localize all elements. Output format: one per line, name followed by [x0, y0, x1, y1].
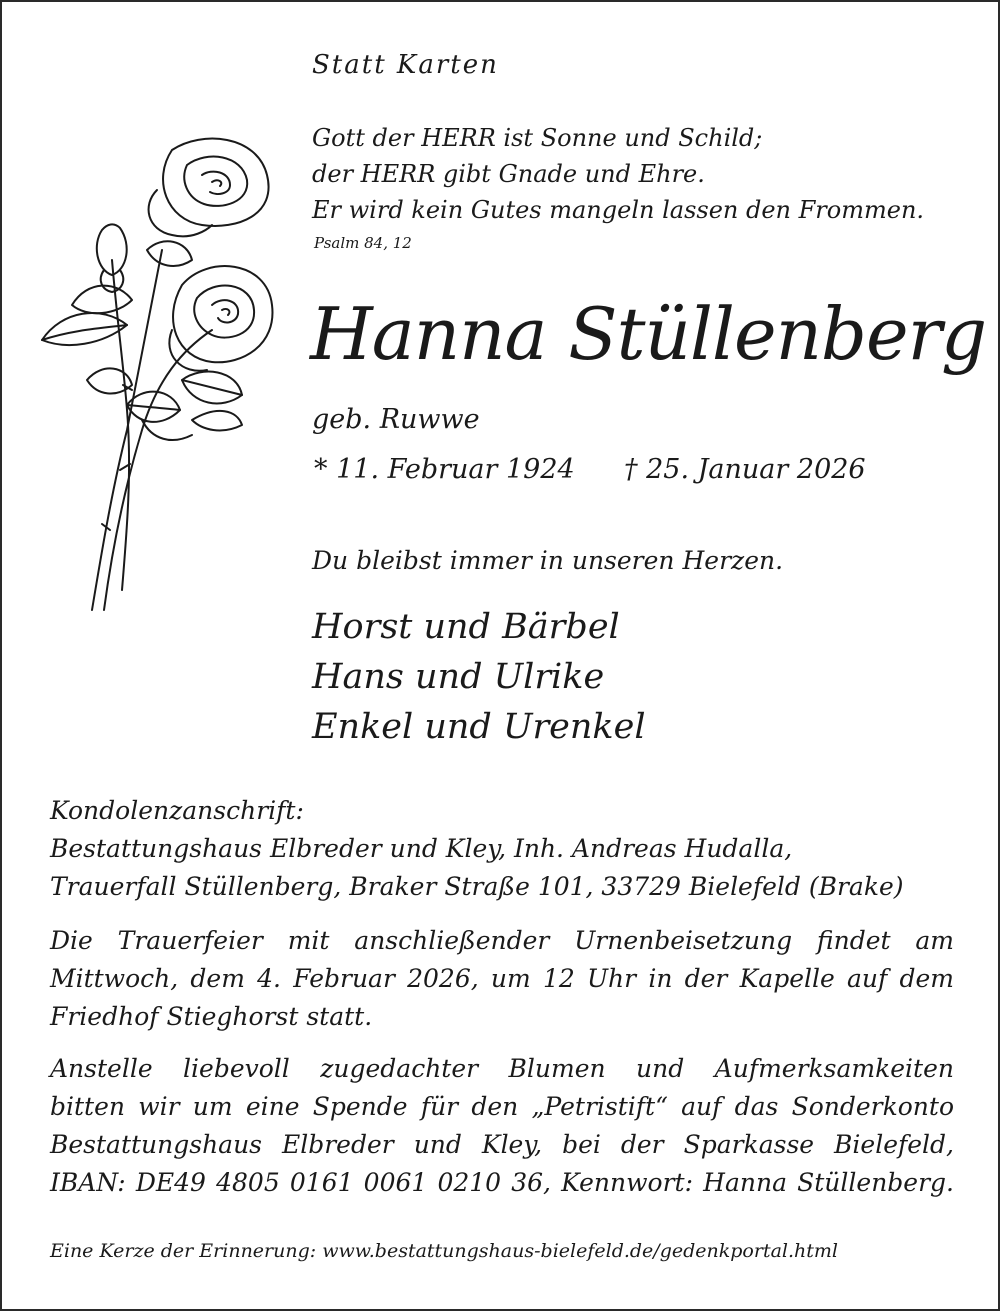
- memorial-candle-link[interactable]: Eine Kerze der Erinnerung: www.bestattungshaus-bielefeld.de/gedenkportal.html: [50, 1240, 838, 1262]
- family-line: Horst und Bärbel: [312, 607, 620, 647]
- donation-line: bitten wir um eine Spende für den „Petristift“ auf das Sonderkonto: [50, 1092, 954, 1121]
- donation-info: [50, 1050, 954, 1202]
- verse-line: Gott der HERR ist Sonne und Schild;: [312, 124, 763, 152]
- donation-line: IBAN: DE49 4805 0161 0061 0210 36, Kennwort: Hanna Stüllenberg.: [50, 1168, 954, 1197]
- motto: Du bleibst immer in unseren Herzen.: [312, 546, 784, 575]
- donation-line: Bestattungshaus Elbreder und Kley, bei der Sparkasse Bielefeld,: [50, 1130, 954, 1159]
- donation-line: Anstelle liebevoll zugedachter Blumen und Aufmerksamkeiten: [50, 1054, 954, 1083]
- ceremony-line: Die Trauerfeier mit anschließender Urnenbeisetzung findet am: [50, 926, 954, 955]
- condolence-label: Kondolenzanschrift:: [50, 796, 304, 825]
- ceremony-line: Friedhof Stieghorst statt.: [50, 1002, 373, 1031]
- family-line: Hans und Ulrike: [312, 657, 605, 697]
- death-date: † 25. Januar 2026: [624, 454, 866, 485]
- condolence-line: Bestattungshaus Elbreder und Kley, Inh. Andreas Hudalla,: [50, 834, 793, 863]
- verse-line: Er wird kein Gutes mangeln lassen den Frommen.: [312, 196, 925, 224]
- condolence-line: Trauerfall Stüllenberg, Braker Straße 101, 33729 Bielefeld (Brake): [50, 872, 904, 901]
- ceremony-line: Mittwoch, dem 4. Februar 2026, um 12 Uhr in der Kapelle auf dem: [50, 964, 954, 993]
- family-line: Enkel und Urenkel: [312, 707, 646, 747]
- header-statt-karten: Statt Karten: [312, 50, 499, 80]
- bible-verse: [312, 120, 924, 228]
- condolence-address: [50, 792, 954, 906]
- birth-name: geb. Ruwwe: [312, 404, 480, 435]
- deceased-name: Hanna Stüllenberg: [310, 292, 987, 376]
- birth-date: * 11. Februar 1924: [314, 454, 575, 485]
- verse-source: Psalm 84, 12: [314, 234, 412, 252]
- verse-line: der HERR gibt Gnade und Ehre.: [312, 160, 705, 188]
- rose-illustration: [32, 130, 282, 620]
- ceremony-info: [50, 922, 954, 1036]
- family-signatures: [312, 602, 646, 752]
